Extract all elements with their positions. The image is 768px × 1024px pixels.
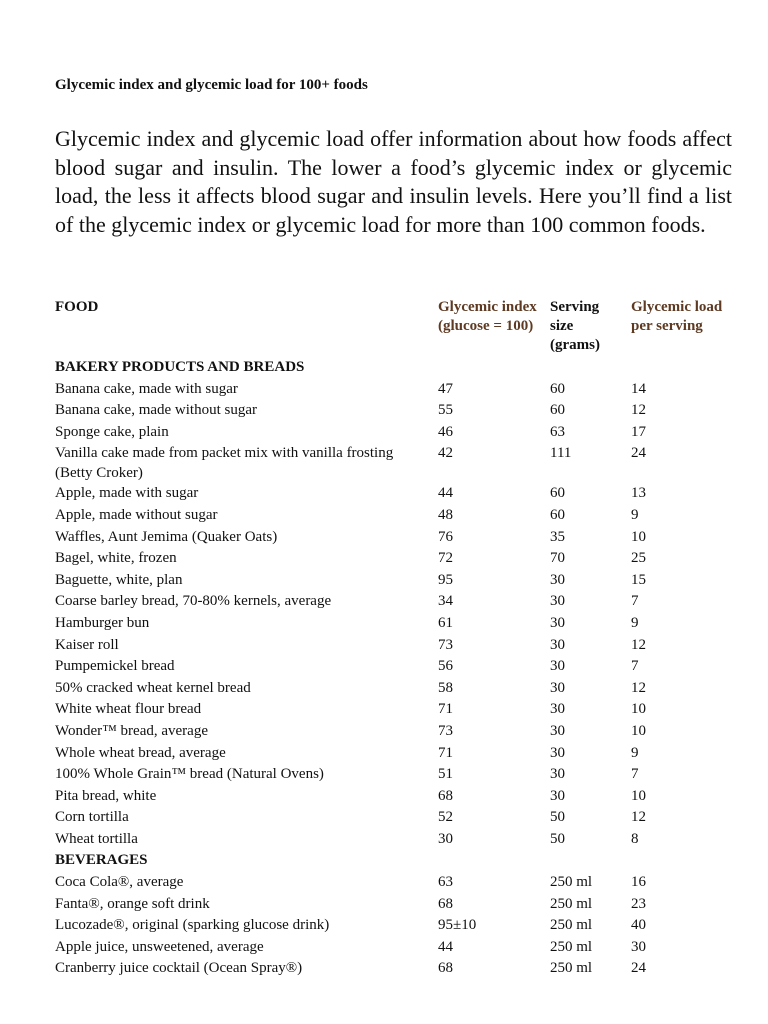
serving-size-cell: 250 ml xyxy=(550,874,593,891)
food-name-cell: Baguette, white, plan xyxy=(55,571,183,588)
header-glycemic-index xyxy=(438,298,537,336)
section-heading-label: BEVERAGES xyxy=(55,852,148,869)
glycemic-index-cell: 34 xyxy=(438,593,453,610)
table-row xyxy=(55,400,732,422)
table-row xyxy=(55,570,732,592)
glycemic-load-cell: 24 xyxy=(631,445,646,462)
header-gl-line2: per serving xyxy=(631,318,703,334)
glycemic-load-cell: 8 xyxy=(631,830,639,847)
serving-size-cell: 111 xyxy=(550,445,572,462)
food-name-cell: Coarse barley bread, 70-80% kernels, average xyxy=(55,593,332,610)
food-name-cell: Kaiser roll xyxy=(55,636,119,653)
glycemic-index-cell: 73 xyxy=(438,636,453,653)
food-name-cell: Banana cake, made with sugar xyxy=(55,380,238,397)
glycemic-load-cell: 30 xyxy=(631,938,646,955)
glycemic-index-cell: 46 xyxy=(438,423,453,440)
food-name-cell: Whole wheat bread, average xyxy=(55,744,226,761)
serving-size-cell: 60 xyxy=(550,506,565,523)
header-size-line1: Serving xyxy=(550,299,600,315)
glycemic-index-cell: 95 xyxy=(438,571,453,588)
glycemic-load-cell: 23 xyxy=(631,895,646,912)
table-row xyxy=(55,443,732,483)
food-name-cell: Apple, made without sugar xyxy=(55,506,218,523)
table-row xyxy=(55,937,732,959)
serving-size-cell: 250 ml xyxy=(550,895,593,912)
serving-size-cell: 30 xyxy=(550,614,565,631)
glycemic-index-cell: 95±10 xyxy=(438,917,477,934)
glycemic-load-cell: 10 xyxy=(631,701,646,718)
glycemic-index-cell: 73 xyxy=(438,722,453,739)
glycemic-index-cell: 61 xyxy=(438,614,453,631)
serving-size-cell: 250 ml xyxy=(550,938,593,955)
serving-size-cell: 30 xyxy=(550,722,565,739)
table-row xyxy=(55,678,732,700)
glycemic-index-cell: 68 xyxy=(438,960,453,977)
serving-size-cell: 70 xyxy=(550,550,565,567)
glycemic-load-cell: 12 xyxy=(631,809,646,826)
food-name-cell: 50% cracked wheat kernel bread xyxy=(55,679,251,696)
table-row xyxy=(55,422,732,444)
food-name-cell: 100% Whole Grain™ bread (Natural Ovens) xyxy=(55,766,324,783)
food-name-cell: Pita bread, white xyxy=(55,787,157,804)
glycemic-index-cell: 42 xyxy=(438,445,453,462)
serving-size-cell: 60 xyxy=(550,380,565,397)
glycemic-index-cell: 30 xyxy=(438,830,453,847)
table-row xyxy=(55,548,732,570)
header-size-line2: size xyxy=(550,318,574,334)
food-name-cell: Wheat tortilla xyxy=(55,830,138,847)
glycemic-load-cell: 15 xyxy=(631,571,646,588)
header-serving-size xyxy=(550,298,600,355)
serving-size-cell: 30 xyxy=(550,593,565,610)
table-row xyxy=(55,786,732,808)
glycemic-load-cell: 10 xyxy=(631,722,646,739)
document-title: Glycemic index and glycemic load for 100+ foods xyxy=(55,77,368,93)
glycemic-load-cell: 12 xyxy=(631,402,646,419)
food-name-cell: Vanilla cake made from packet mix with vanilla frosting (Betty Croker) xyxy=(55,445,394,482)
food-name-cell: White wheat flour bread xyxy=(55,701,202,718)
glycemic-load-cell: 12 xyxy=(631,636,646,653)
food-table xyxy=(55,357,732,980)
glycemic-load-cell: 9 xyxy=(631,614,639,631)
table-row xyxy=(55,483,732,505)
table-row xyxy=(55,505,732,527)
food-name-cell: Coca Cola®, average xyxy=(55,874,184,891)
glycemic-index-cell: 47 xyxy=(438,380,453,397)
header-size-line3: (grams) xyxy=(550,337,600,353)
glycemic-load-cell: 12 xyxy=(631,679,646,696)
glycemic-load-cell: 16 xyxy=(631,874,646,891)
section-heading xyxy=(55,850,732,872)
glycemic-index-cell: 71 xyxy=(438,701,453,718)
serving-size-cell: 30 xyxy=(550,701,565,718)
table-row xyxy=(55,743,732,765)
glycemic-load-cell: 10 xyxy=(631,787,646,804)
table-row xyxy=(55,764,732,786)
serving-size-cell: 30 xyxy=(550,744,565,761)
food-name-cell: Apple, made with sugar xyxy=(55,485,199,502)
header-food-label: FOOD xyxy=(55,299,99,315)
food-name-cell: Pumpemickel bread xyxy=(55,658,175,675)
glycemic-index-cell: 58 xyxy=(438,679,453,696)
food-name-cell: Apple juice, unsweetened, average xyxy=(55,938,264,955)
serving-size-cell: 250 ml xyxy=(550,960,593,977)
food-name-cell: Bagel, white, frozen xyxy=(55,550,177,567)
serving-size-cell: 250 ml xyxy=(550,917,593,934)
glycemic-index-cell: 71 xyxy=(438,744,453,761)
header-gl-line1: Glycemic load xyxy=(631,299,723,315)
food-name-cell: Waffles, Aunt Jemima (Quaker Oats) xyxy=(55,528,278,545)
glycemic-load-cell: 24 xyxy=(631,960,646,977)
header-food xyxy=(55,298,98,317)
food-name-cell: Cranberry juice cocktail (Ocean Spray®) xyxy=(55,960,303,977)
section-heading-label: BAKERY PRODUCTS AND BREADS xyxy=(55,359,305,375)
serving-size-cell: 50 xyxy=(550,830,565,847)
glycemic-index-cell: 55 xyxy=(438,402,453,419)
food-name-cell: Lucozade®, original (sparking glucose drink) xyxy=(55,917,330,934)
table-row xyxy=(55,958,732,980)
serving-size-cell: 60 xyxy=(550,402,565,419)
serving-size-cell: 30 xyxy=(550,571,565,588)
glycemic-index-cell: 48 xyxy=(438,506,453,523)
glycemic-load-cell: 13 xyxy=(631,485,646,502)
glycemic-index-cell: 63 xyxy=(438,874,453,891)
table-row xyxy=(55,591,732,613)
glycemic-index-cell: 72 xyxy=(438,550,453,567)
serving-size-cell: 30 xyxy=(550,679,565,696)
table-row xyxy=(55,527,732,549)
serving-size-cell: 30 xyxy=(550,766,565,783)
glycemic-index-cell: 44 xyxy=(438,485,453,502)
table-row xyxy=(55,656,732,678)
intro-paragraph: Glycemic index and glycemic load offer information about how foods affect blood sugar and insulin. The lower a food’s glycemic index or glycemic load, the less it affects blood sugar and insulin levels. Here you’ll find a list of the glycemic index or glycemic load for more than 100 common foods. xyxy=(55,126,732,237)
table-row xyxy=(55,894,732,916)
glycemic-index-cell: 51 xyxy=(438,766,453,783)
food-name-cell: Banana cake, made without sugar xyxy=(55,402,258,419)
serving-size-cell: 63 xyxy=(550,423,565,440)
table-row xyxy=(55,635,732,657)
glycemic-index-cell: 68 xyxy=(438,787,453,804)
food-name-cell: Wonder™ bread, average xyxy=(55,722,208,739)
glycemic-index-cell: 68 xyxy=(438,895,453,912)
food-name-cell: Fanta®, orange soft drink xyxy=(55,895,210,912)
serving-size-cell: 35 xyxy=(550,528,565,545)
glycemic-load-cell: 17 xyxy=(631,423,646,440)
glycemic-load-cell: 7 xyxy=(631,593,639,610)
table-row xyxy=(55,699,732,721)
serving-size-cell: 30 xyxy=(550,787,565,804)
table-row xyxy=(55,829,732,851)
serving-size-cell: 30 xyxy=(550,636,565,653)
food-name-cell: Corn tortilla xyxy=(55,809,129,826)
table-row xyxy=(55,721,732,743)
glycemic-index-cell: 44 xyxy=(438,938,453,955)
table-row xyxy=(55,872,732,894)
glycemic-load-cell: 40 xyxy=(631,917,646,934)
header-glycemic-load xyxy=(631,298,722,336)
table-row xyxy=(55,613,732,635)
header-gi-line1: Glycemic index xyxy=(438,299,537,315)
serving-size-cell: 60 xyxy=(550,485,565,502)
food-name-cell: Sponge cake, plain xyxy=(55,423,169,440)
table-row xyxy=(55,807,732,829)
glycemic-load-cell: 14 xyxy=(631,380,646,397)
glycemic-index-cell: 52 xyxy=(438,809,453,826)
header-gi-line2: (glucose = 100) xyxy=(438,318,534,334)
serving-size-cell: 30 xyxy=(550,658,565,675)
glycemic-load-cell: 7 xyxy=(631,658,639,675)
table-row xyxy=(55,379,732,401)
glycemic-index-cell: 56 xyxy=(438,658,453,675)
section-heading xyxy=(55,357,732,379)
glycemic-load-cell: 10 xyxy=(631,528,646,545)
glycemic-load-cell: 9 xyxy=(631,744,639,761)
table-row xyxy=(55,915,732,937)
serving-size-cell: 50 xyxy=(550,809,565,826)
glycemic-index-cell: 76 xyxy=(438,528,453,545)
glycemic-load-cell: 25 xyxy=(631,550,646,567)
glycemic-load-cell: 7 xyxy=(631,766,639,783)
food-name-cell: Hamburger bun xyxy=(55,614,150,631)
glycemic-load-cell: 9 xyxy=(631,506,639,523)
